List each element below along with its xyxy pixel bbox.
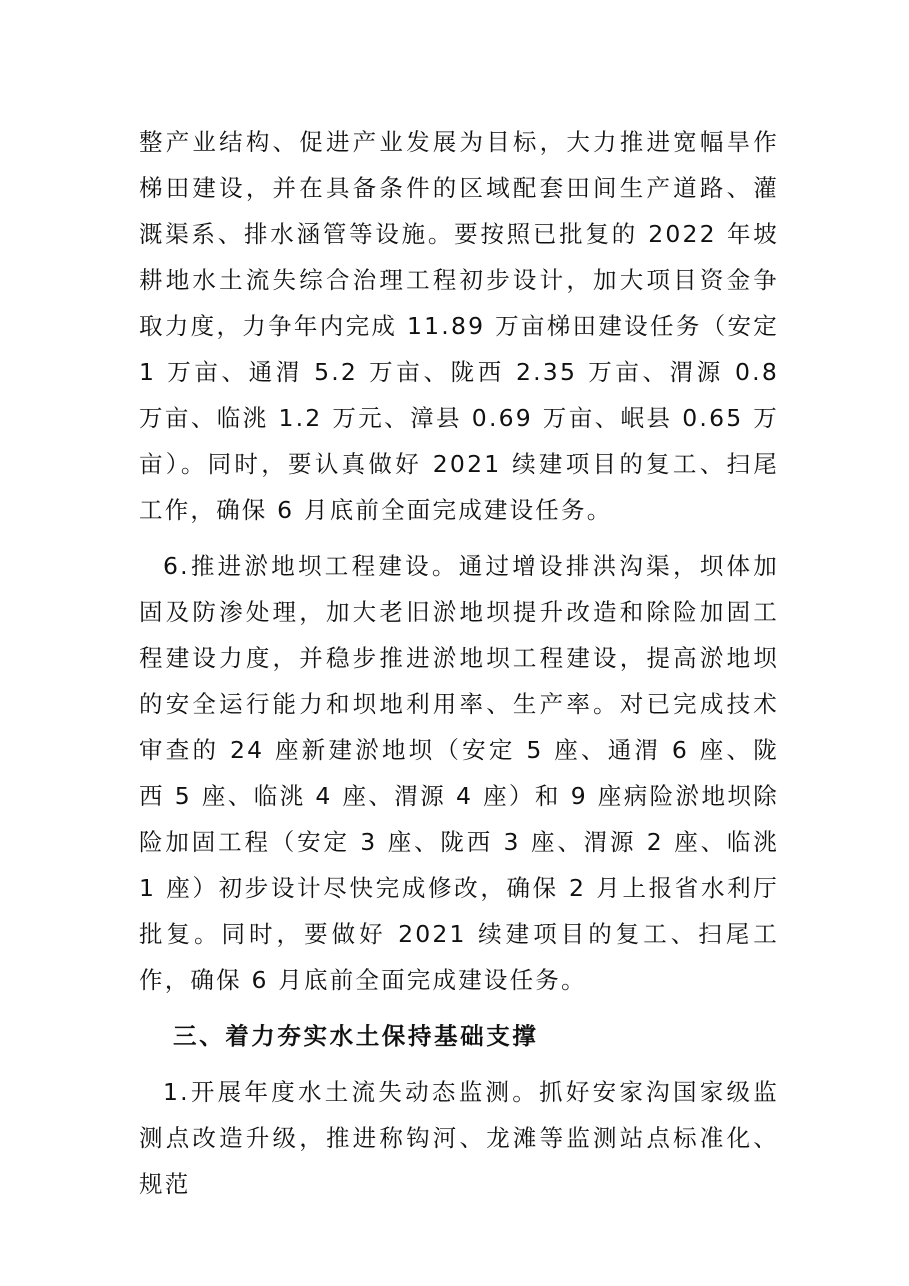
- document-body: [139, 119, 779, 1207]
- section-heading: 三、着力夯实水土保持基础支撑: [173, 1022, 539, 1050]
- paragraph-check-dam-construction: 6.推进淤地坝工程建设。通过增设排洪沟渠，坝体加固及防渗处理，加大老旧淤地坝提升改造和除险加固工程建设力度，并稳步推进淤地坝工程建设，提高淤地坝的安全运行能力和坝地利用率、生产率。对已完成技术审查的 24 座新建淤地坝（安定 5 座、通渭 6 座、陇西 5 座、临洮 4 座、渭源 4 座）和 9 座病险淤地坝除险加固工程（安定 3 座、陇西 3 座、渭源 2 座、临洮 1 座）初步设计尽快完成修改，确保 2 月上报省水利厅批复。同时，要做好 2021 续建项目的复工、扫尾工作，确保 6 月底前全面完成建设任务。: [139, 552, 779, 994]
- paragraph-erosion-monitoring: 1.开展年度水土流失动态监测。抓好安家沟国家级监测点改造升级，推进称钩河、龙滩等监测站点标准化、规范: [139, 1078, 779, 1198]
- paragraph-terrace-construction: 整产业结构、促进产业发展为目标，大力推进宽幅旱作梯田建设，并在具备条件的区域配套田间生产道路、灌溉渠系、排水涵管等设施。要按照已批复的 2022 年坡耕地水土流失综合治理工程初步设计，加大项目资金争取力度，力争年内完成 11.89 万亩梯田建设任务（安定 1 万亩、通渭 5.2 万亩、陇西 2.35 万亩、渭源 0.8 万亩、临洮 1.2 万元、漳县 0.69 万亩、岷县 0.65 万亩）。同时，要认真做好 2021 续建项目的复工、扫尾工作，确保 6 月底前全面完成建设任务。: [139, 128, 779, 524]
